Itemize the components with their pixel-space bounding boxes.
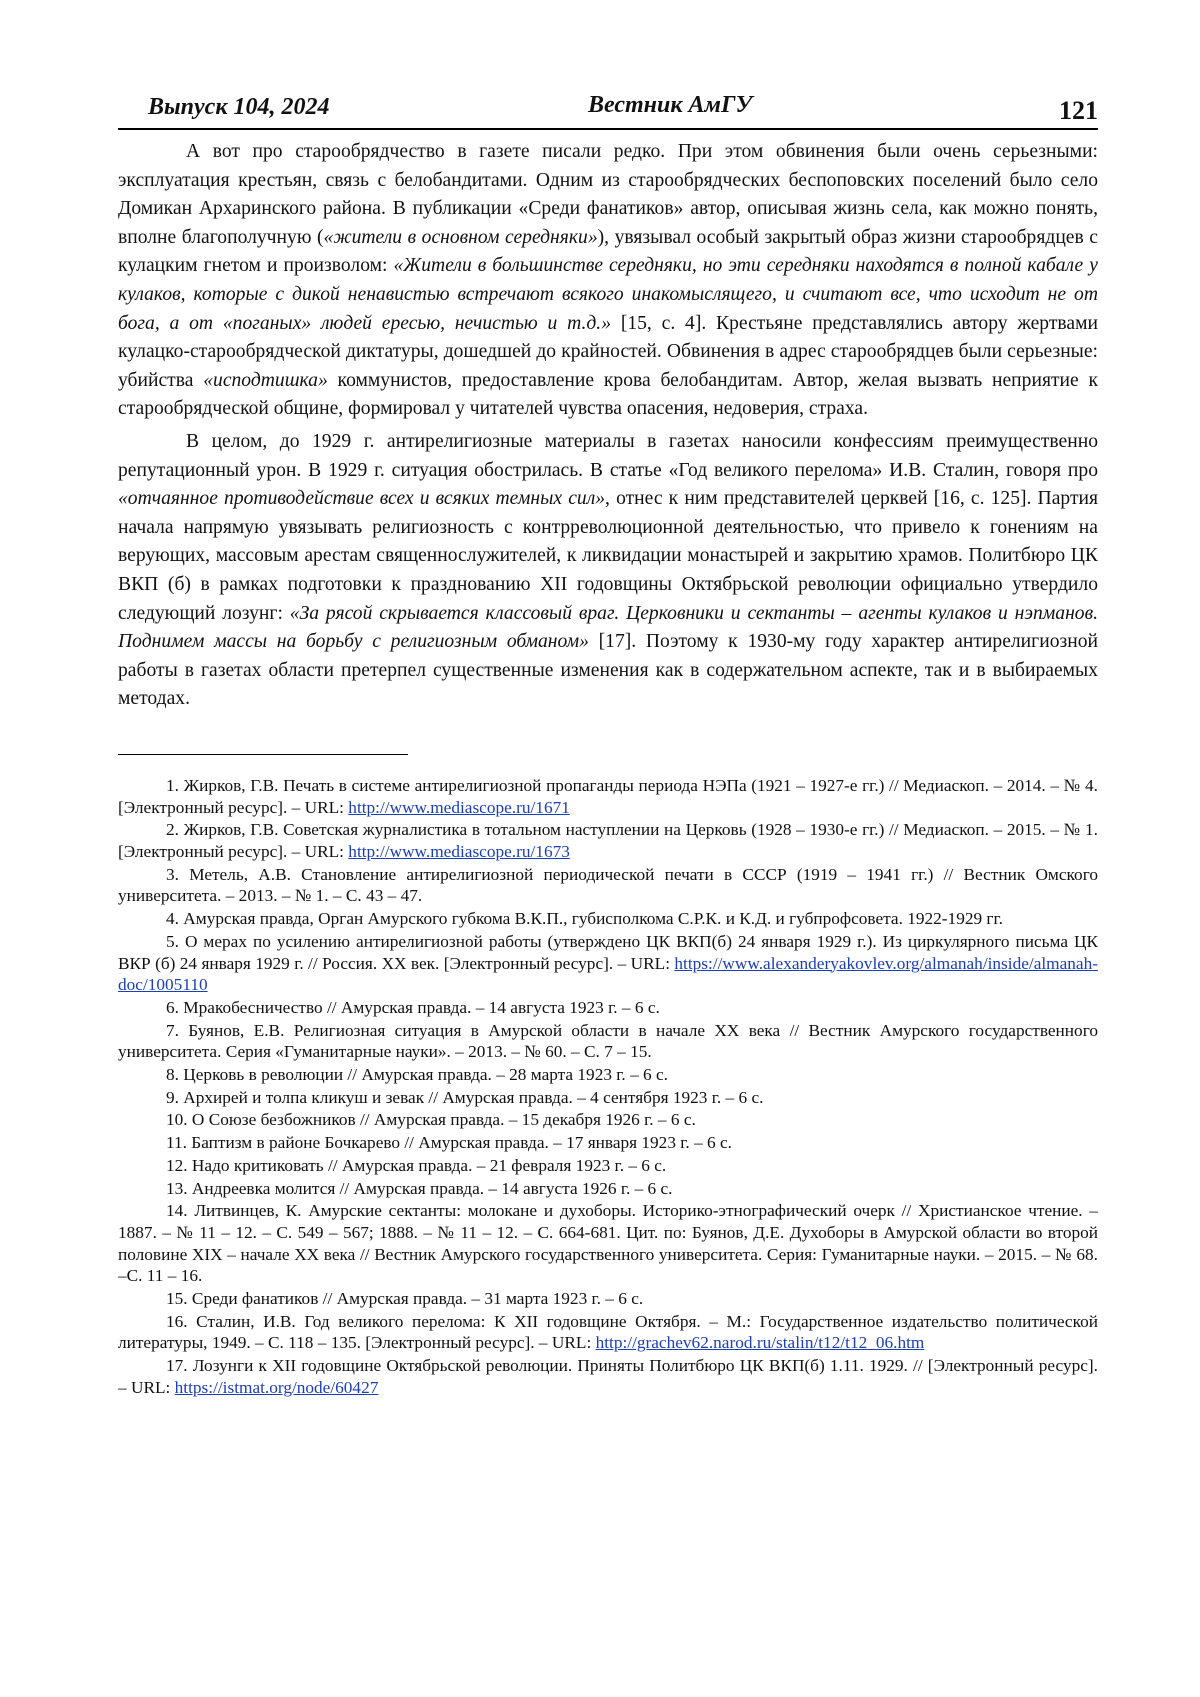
quote-run: «жители в основном середняки» [323,226,598,248]
footnote [118,1020,1098,1063]
footnote-text: 10. О Союзе безбожников // Амурская правда. – 15 декабря 1926 г. – 6 с. [166,1110,696,1130]
footnote-text: 12. Надо критиковать // Амурская правда. – 21 февраля 1923 г. – 6 с. [166,1155,667,1175]
footnote-text: 7. Буянов, Е.В. Религиозная ситуация в Амурской области в начале XX века // Вестник Амурского государственного университета. Серия «Гуманитарные науки». – 2013. – № 60. – С. 7 – 15. [118,1020,1098,1062]
footnotes-list [118,775,1098,1399]
footnote [118,1064,1098,1086]
footnote-text: 6. Мракобесничество // Амурская правда. – 14 августа 1923 г. – 6 с. [166,997,660,1017]
quote-run: «отчаянное противодействие всех и всяких темных сил» [118,488,606,510]
text-run: [15, с. 4]. Крестьяне представлялись автору жертвами кулацко-старообрядческой диктатуры, дошедшей до крайностей. Обвинения в адрес старообрядцев были серьезные: убийства [118,312,1098,391]
footnote [118,1178,1098,1200]
footnote-text: 15. Среди фанатиков // Амурская правда. – 31 марта 1923 г. – 6 с. [166,1289,644,1309]
footnote-text: 14. Литвинцев, К. Амурские сектанты: молокане и духоборы. Историко-этнографический очерк // Христианское чтение. – 1887. – № 11 – 12. – С. 549 – 567; 1888. – № 11 – 12. – С. 664-681. Цит. по: Буянов, Д.Е. Духоборы в Амурской области во второй половине XIX – начале XX века // Вестник Амурского государственного университета. Серия: Гуманитарные науки. – 2015. – № 68. –С. 11 – 16. [118,1201,1098,1286]
footnote-link[interactable]: http://grachev62.narod.ru/stalin/t12/t12_06.htm [595,1333,925,1353]
journal-title: Вестник АмГУ [588,92,753,118]
footnote [118,1155,1098,1177]
text-run: ), увязывал особый закрытый образ жизни старообрядцев с кулацким гнетом и произволом: [118,226,1098,277]
text-run: [17]. Поэтому к 1930-му году характер антирелигиозной работы в газетах области претерпел существенные изменения как в содержательном аспекте, так и в выбираемых методах. [118,631,1098,710]
text-run: , отнес к ним представителей церквей [16, с. 125]. Партия начала напрямую увязывать религиозность с контрреволюционной деятельностью, что привело к гонениям на верующих, массовым арестам священнослужителей, к ликвидации монастырей и закрытию храмов. Политбюро ЦК ВКП (б) в рамках подготовки к празднованию XII годовщины Октябрьской революции официально утвердило следующий лозунг: [118,488,1099,624]
footnote [118,1132,1098,1154]
footnote-link[interactable]: http://www.mediascope.ru/1673 [348,841,570,861]
quote-run: «исподтишка» [203,369,328,391]
footnote [118,1288,1098,1310]
footnote-text: 9. Архирей и толпа кликуш и зевак // Амурская правда. – 4 сентября 1923 г. – 6 с. [166,1087,764,1107]
footnote-text: 1. Жирков, Г.В. Печать в системе антирелигиозной пропаганды периода НЭПа (1921 – 1927-е гг.) // Медиаскоп. – 2014. – № 4. [Электронный ресурс]. – URL: [118,775,1098,817]
body-paragraph [118,138,1098,424]
footnote [118,819,1098,862]
footnote-text: 5. О мерах по усилению антирелигиозной работы (утверждено ЦК ВКП(б) 24 января 1929 г.). Из циркулярного письма ЦК ВКР (б) 24 января 1929 г. // Россия. XX век. [Электронный ресурс]. – URL: [118,931,1098,973]
footnote-text: 4. Амурская правда, Орган Амурского губкома В.К.П., губисполкома С.Р.К. и К.Д. и губпрофсовета. 1922-1929 гг. [166,909,1003,929]
footnote [118,1200,1098,1287]
footnote [118,1311,1098,1354]
text-run: коммунистов, предоставление крова белобандитам. Автор, желая вызвать неприятие к старообрядческой общине, формировал у читателей чувства опасения, недоверия, страха. [118,369,1099,420]
footnote [118,1355,1098,1398]
footnote-text: 11. Баптизм в районе Бочкарево // Амурская правда. – 17 января 1923 г. – 6 с. [166,1133,732,1153]
footnote [118,997,1098,1019]
footnote [118,864,1098,907]
issue-label: Выпуск 104, 2024 [148,94,330,120]
footnote [118,1087,1098,1109]
footnote [118,908,1098,930]
footnote-link[interactable]: https://istmat.org/node/60427 [174,1377,379,1397]
footnote [118,1109,1098,1131]
journal-page [118,88,1098,1400]
page-number: 121 [1059,96,1098,125]
body-paragraph [118,428,1098,714]
footnote [118,931,1098,996]
running-header [118,88,1098,130]
footnote-divider [118,754,408,755]
quote-run: «Жители в большинстве середняки, но эти середняки находятся в полной кабале у кулаков, которые с дикой ненавистью встречают всякого инакомыслящего, и считают все, что исходит не от бога, а от «поганых» людей ересью, нечистью и т.д.» [118,255,1098,334]
text-run: А вот про старообрядчество в газете писали редко. При этом обвинения были очень серьезными: эксплуатация крестьян, связь с белобандитами. Одним из старообрядческих беспоповских поселений было село Домикан Архаринского района. В публикации «Среди фанатиков» автор, описывая жизнь села, как можно понять, вполне благополучную ( [118,141,1098,248]
text-run: В целом, до 1929 г. антирелигиозные материалы в газетах наносили конфессиям преимущественно репутационный урон. В 1929 г. ситуация обострилась. В статье «Год великого перелома» И.В. Сталин, говоря про [118,430,1098,481]
footnote [118,775,1098,818]
footnote-text: 2. Жирков, Г.В. Советская журналистика в тотальном наступлении на Церковь (1928 – 1930-е гг.) // Медиаскоп. – 2015. – № 1. [Электронный ресурс]. – URL: [118,820,1098,861]
footnote-text: 8. Церковь в революции // Амурская правда. – 28 марта 1923 г. – 6 с. [166,1065,668,1085]
footnote-text: 13. Андреевка молится // Амурская правда. – 14 августа 1926 г. – 6 с. [166,1178,673,1198]
footnote-text: 3. Метель, А.В. Становление антирелигиозной периодической печати в СССР (1919 – 1941 гг.) // Вестник Омского университета. – 2013. – № 1. – С. 43 – 47. [118,864,1098,906]
article-body [118,138,1098,714]
footnote-text: 17. Лозунги к XII годовщине Октябрьской революции. Приняты Политбюро ЦК ВКП(б) 1.11. 1929. // [Электронный ресурс]. – URL: [118,1356,1098,1397]
footnote-link[interactable]: https://www.alexanderyakovlev.org/almanah/inside/almanah-doc/1005110 [118,953,1098,995]
footnote-text: 16. Сталин, И.В. Год великого перелома: К XII годовщине Октября. – М.: Государственное издательство политической литературы, 1949. – С. 118 – 135. [Электронный ресурс]. – URL: [118,1311,1098,1353]
footnote-link[interactable]: http://www.mediascope.ru/1671 [348,797,570,817]
quote-run: «За рясой скрывается классовый враг. Церковники и сектанты – агенты кулаков и нэпманов. Поднимем массы на борьбу с религиозным обманом» [118,602,1098,653]
